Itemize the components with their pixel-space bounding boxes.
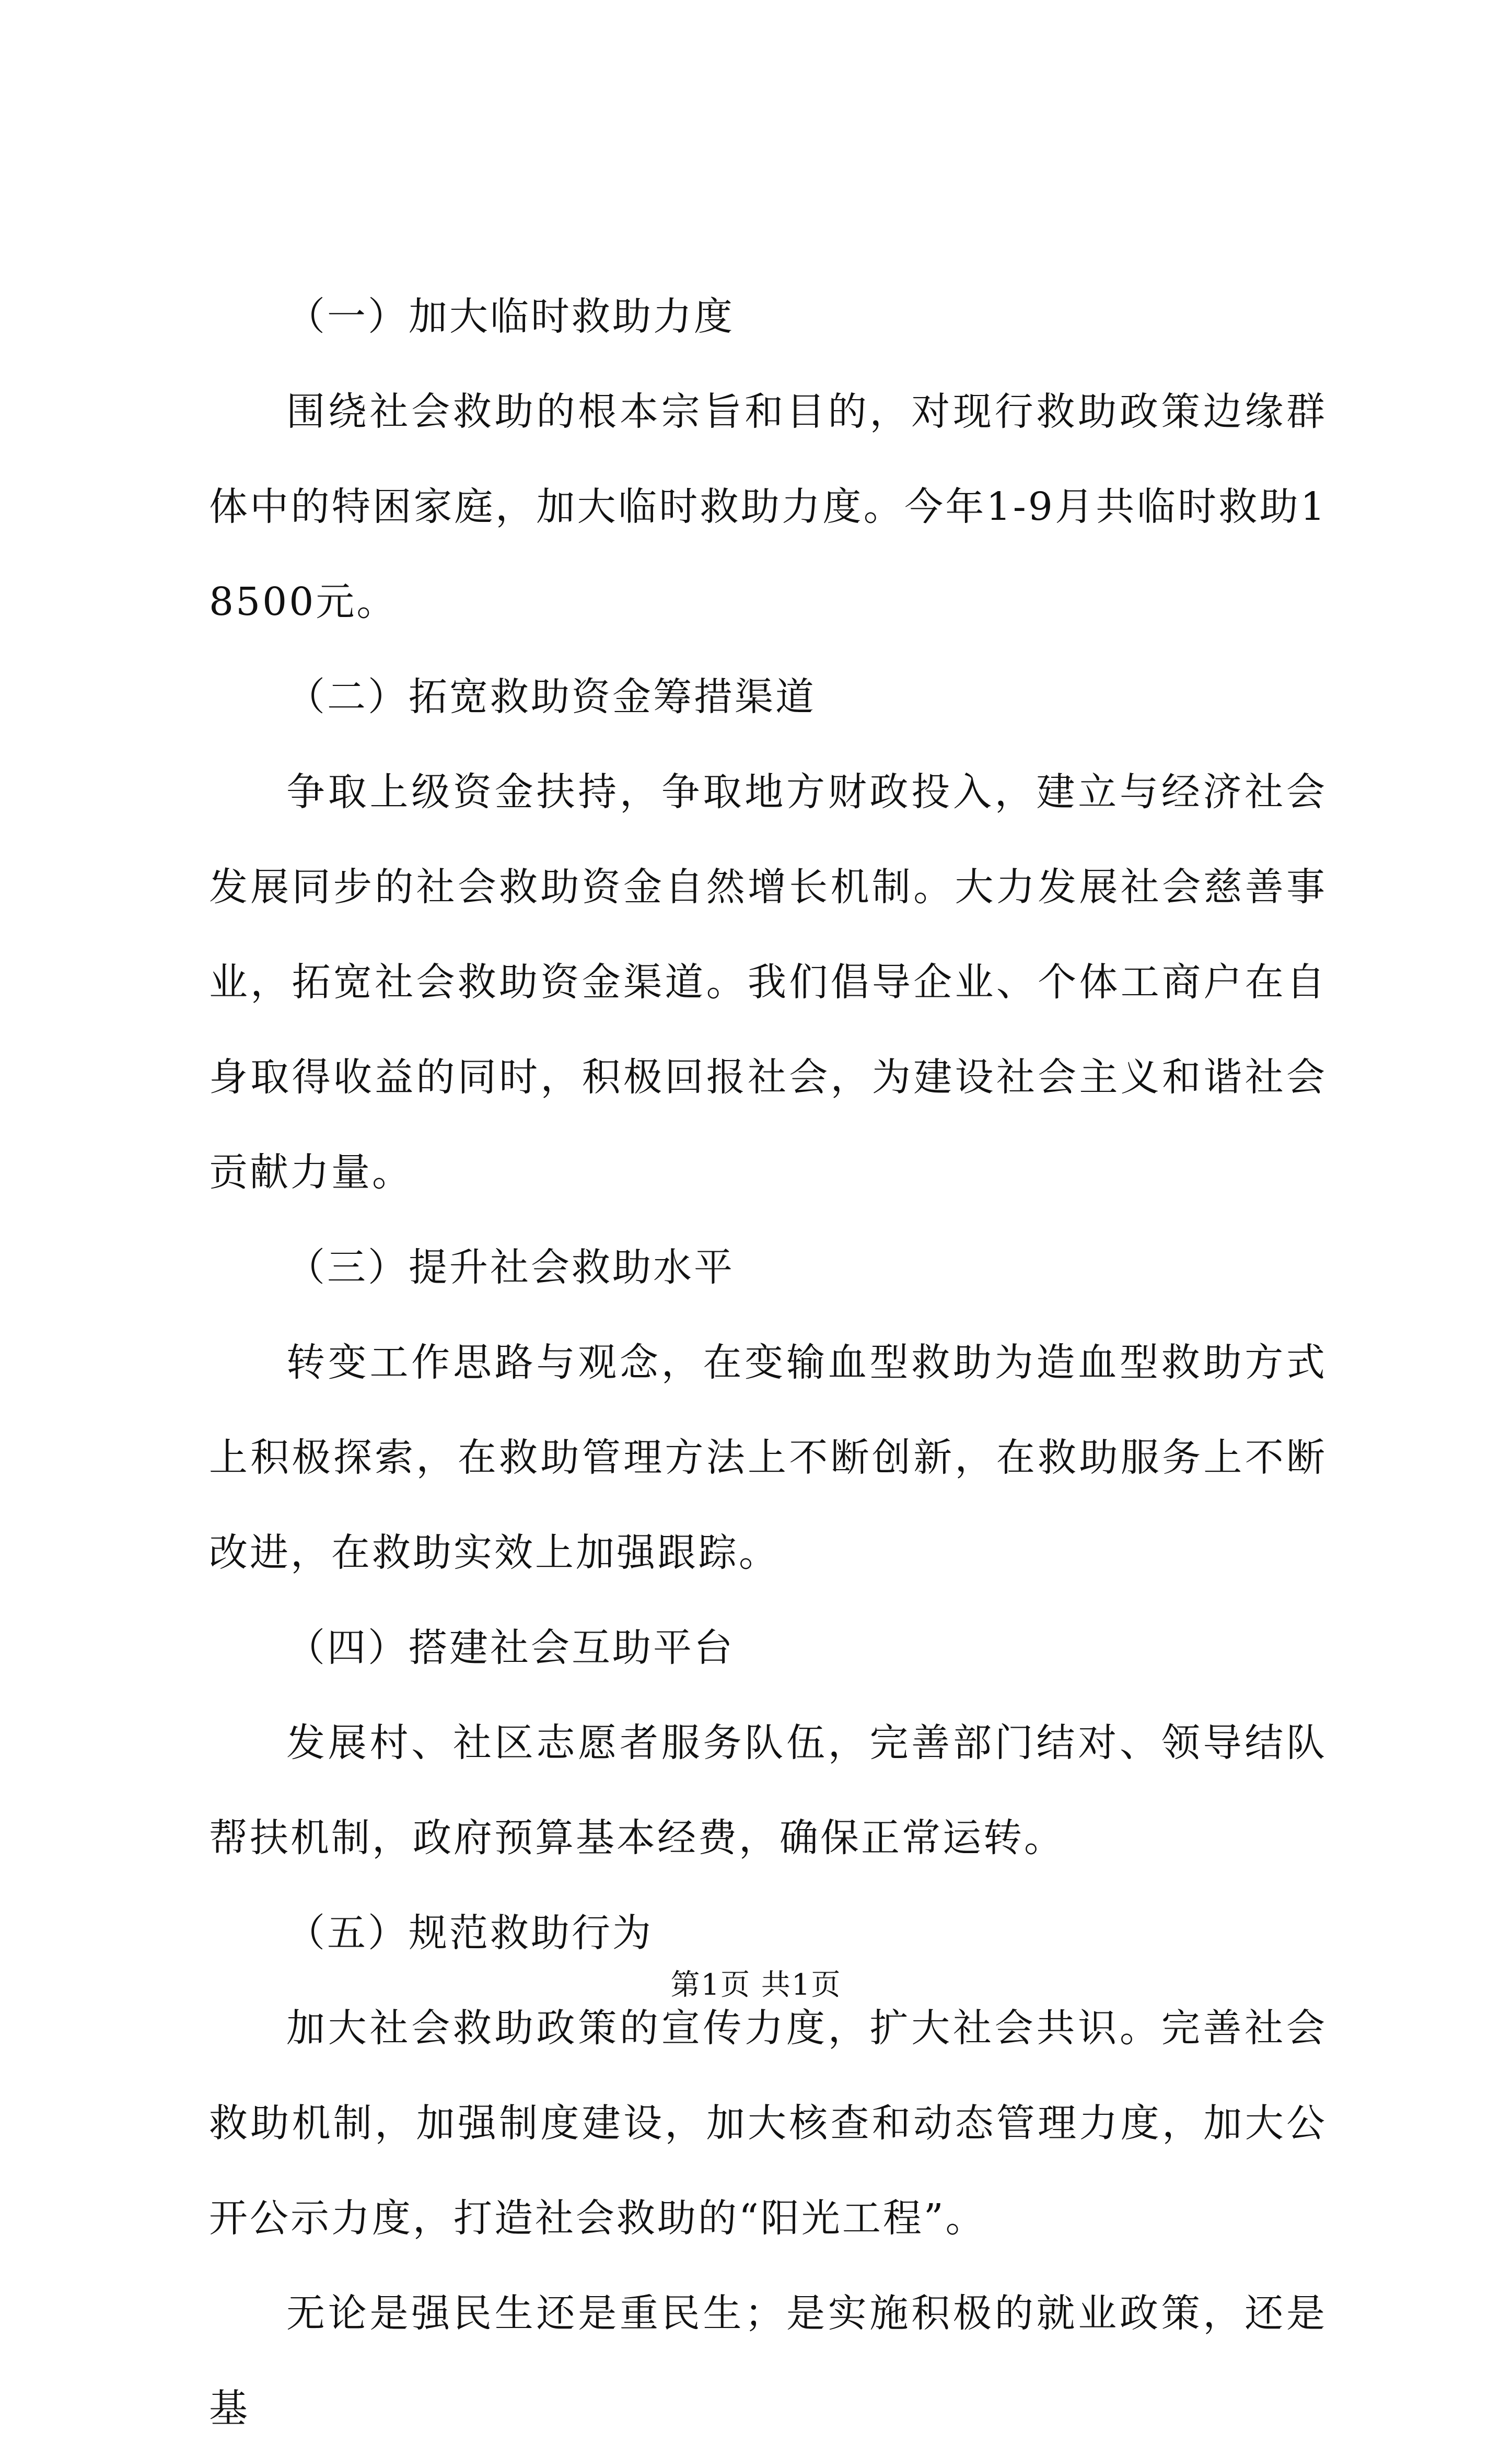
paragraph-4: 发展村、社区志愿者服务队伍，完善部门结对、领导结队帮扶机制，政府预算基本经费，确保正常运转。 — [209, 1720, 1327, 1860]
section-heading-4: （四）搭建社会互助平台 — [286, 1625, 735, 1670]
paragraph-6: 无论是强民生还是重民生；是实施积极的就业政策，还是基 — [209, 2291, 1327, 2431]
section-heading-1: （一）加大临时救助力度 — [286, 294, 735, 339]
document-body — [209, 269, 1327, 2456]
paragraph-5: 加大社会救助政策的宣传力度，扩大社会共识。完善社会救助机制，加强制度建设，加大核查和动态管理力度，加大公开公示力度，打造社会救助的“阳光工程”。 — [209, 2006, 1327, 2241]
page-footer: 第1页 共1页 — [670, 1968, 842, 2002]
section-heading-2: （二）拓宽救助资金筹措渠道 — [286, 674, 816, 719]
paragraph-1: 围绕社会救助的根本宗旨和目的，对现行救助政策边缘群体中的特困家庭，加大临时救助力度。今年1-9月共临时救助18500元。 — [209, 389, 1327, 624]
section-heading-3: （三）提升社会救助水平 — [286, 1245, 735, 1290]
paragraph-3: 转变工作思路与观念，在变输血型救助为造血型救助方式上积极探索，在救助管理方法上不断创新，在救助服务上不断改进，在救助实效上加强跟踪。 — [209, 1340, 1327, 1575]
section-heading-5: （五）规范救助行为 — [286, 1911, 653, 1956]
paragraph-2: 争取上级资金扶持，争取地方财政投入，建立与经济社会发展同步的社会救助资金自然增长机制。大力发展社会慈善事业，拓宽社会救助资金渠道。我们倡导企业、个体工商户在自身取得收益的同时，积极回报社会，为建设社会主义和谐社会贡献力量。 — [209, 770, 1327, 1195]
